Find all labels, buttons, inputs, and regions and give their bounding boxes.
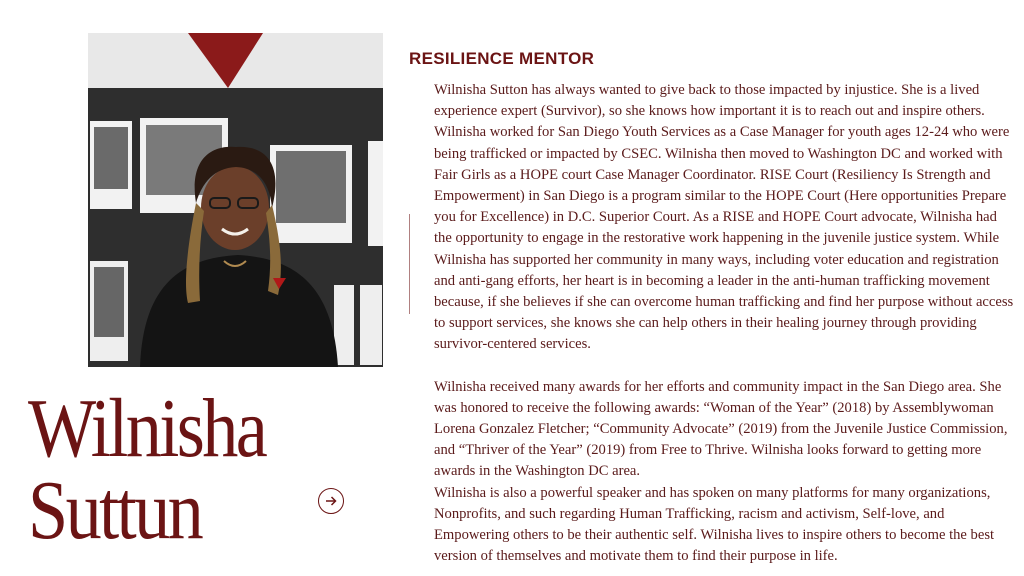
profile-photo bbox=[88, 33, 383, 367]
bio-paragraph: Wilnisha received many awards for her efforts and community impact in the San Diego area. She was honored to receive the following awards: “Woman of the Year” (2018) by Assemblywoman Lorena Gonzalez Fletcher; “Community Advocate” (2019) from the Juvenile Justice Commission, and “Thriver of the Year” (2019) from Free to Thrive. Wilnisha looks forward to getting more awards in the Washington DC area. bbox=[434, 378, 1008, 480]
first-name: Wilnisha bbox=[28, 382, 266, 475]
role-title: RESILIENCE MENTOR bbox=[409, 49, 595, 68]
profile-photo-illustration bbox=[88, 33, 383, 367]
bio-paragraph: Wilnisha Sutton has always wanted to give back to those impacted by injustice. She is a lived experience expert (Survivor), so she knows how important it is to reach out and inspire others. Wilnisha worked for San Diego Youth Services as a Case Manager for youth ages 12-24 who were being trafficked or impacted by CSEC. Wilnisha then moved to Washington DC and worked with Fair Girls as a HOPE court Case Manager Coordinator. RISE Court (Resiliency Is Strength and Empowerment) in San Diego is a program similar to the HOPE Court (Here opportunities Prepare you for Excellence) in D.C. Superior Court. As a RISE and HOPE Court advocate, Wilnisha had the opportunity to engage in the restorative work happening in the juvenile justice system. While Wilnisha has supported her community in many ways, including voter education and registration and anti-gang efforts, her heart is in becoming a leader in the anti-human trafficking movement because, if she believes if she can overcome human trafficking and find her purpose without access to support services, she knows she can help others in their healing journey through providing survivor-centered services. bbox=[434, 82, 1014, 353]
person-name bbox=[28, 382, 286, 557]
arrow-right-circle-icon bbox=[323, 493, 339, 509]
last-name: Suttun bbox=[28, 464, 202, 557]
divider-line bbox=[409, 214, 410, 314]
next-profile-button[interactable] bbox=[318, 488, 344, 514]
bio-text bbox=[434, 80, 1014, 567]
bio-paragraph: Wilnisha is also a powerful speaker and has spoken on many platforms for many organizations, Nonprofits, and such regarding Human Trafficking, racism and activism, Self-love, and Empowering others to be their authentic self. Wilnisha lives to inspire others to become the best version of themselves and motivate them to find their purpose in life. bbox=[434, 484, 995, 565]
